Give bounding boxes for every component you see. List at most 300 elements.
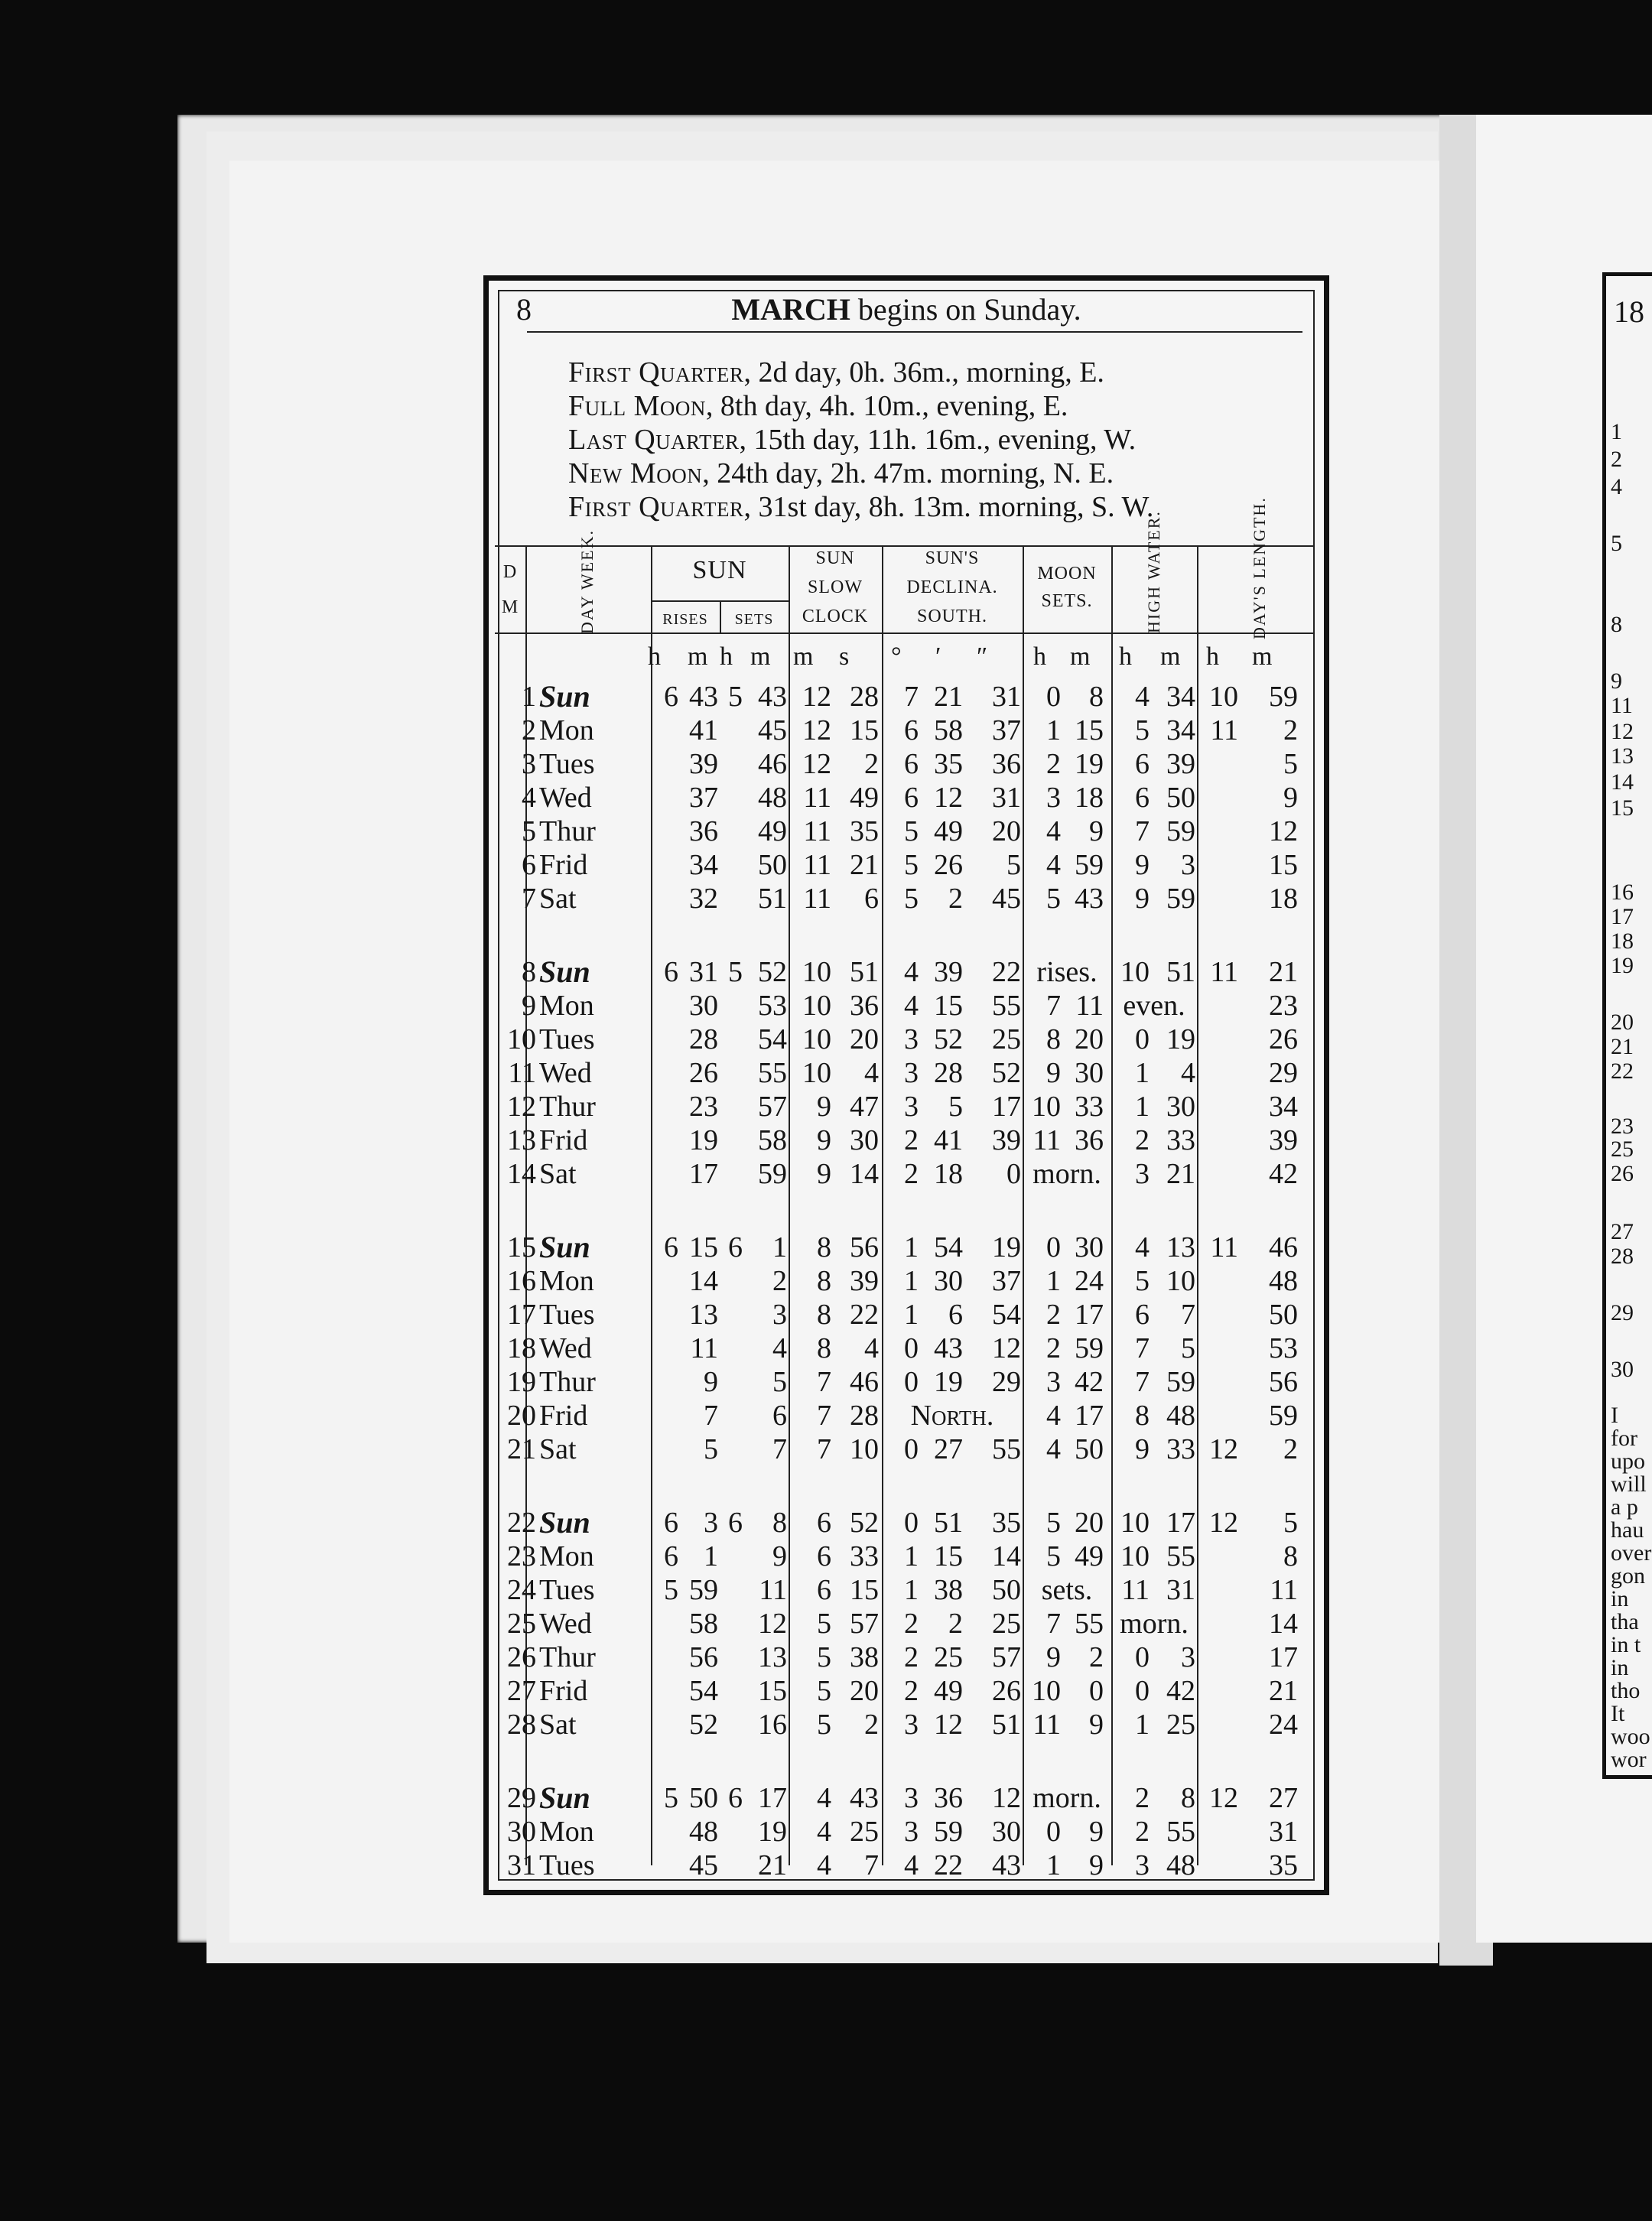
header-high-water: HIGH WATER. — [1144, 510, 1163, 633]
cell-lm: 56 — [1269, 1366, 1298, 1398]
day-of-week: Sun — [539, 1230, 590, 1264]
right-page-line-number: 14 — [1611, 769, 1634, 795]
cell-dm: 6 — [948, 1299, 963, 1331]
cell-lm: 23 — [1269, 990, 1298, 1022]
unit-label: ° — [891, 642, 902, 671]
right-page-line-number: 26 — [1611, 1161, 1634, 1186]
cell-rm: 19 — [689, 1124, 718, 1156]
cell-cs: 14 — [850, 1158, 879, 1190]
cell-lh: 11 — [1210, 1231, 1238, 1263]
cell-lm: 18 — [1269, 883, 1298, 915]
cell-mh: 3 — [1046, 1366, 1061, 1398]
moon-phases — [568, 356, 1153, 524]
cell-hh: 2 — [1135, 1782, 1150, 1814]
cell-hh: 1 — [1135, 1091, 1150, 1123]
cell-rm: 45 — [689, 1849, 718, 1881]
right-page-text-fragment: for — [1611, 1426, 1637, 1451]
table-header-rule — [495, 632, 1313, 634]
right-page-text-fragment: It — [1611, 1701, 1625, 1726]
cell-sm: 48 — [758, 782, 787, 814]
cell-ds: 55 — [992, 990, 1021, 1022]
cell-cs: 38 — [850, 1641, 879, 1673]
cell-lm: 35 — [1269, 1849, 1298, 1881]
cell-sm: 59 — [758, 1158, 787, 1190]
cell-sh: 6 — [728, 1231, 743, 1263]
day-of-week: Tues — [539, 1023, 595, 1055]
cell-hh: 7 — [1135, 815, 1150, 847]
cell-lm: 21 — [1269, 956, 1298, 988]
moon-note: morn. — [1032, 1158, 1101, 1190]
cell-rm: 9 — [704, 1366, 718, 1398]
cell-rm: 7 — [704, 1400, 718, 1432]
cell-hh: 1 — [1135, 1057, 1150, 1089]
cell-rm: 52 — [689, 1709, 718, 1741]
cell-hm: 17 — [1166, 1507, 1195, 1539]
day-of-month: 25 — [507, 1608, 536, 1640]
right-page-line-number: 4 — [1611, 474, 1622, 499]
day-of-week: Wed — [539, 782, 592, 814]
header-moon-1: MOON — [1037, 564, 1097, 584]
cell-dm: 19 — [934, 1366, 963, 1398]
cell-dd: 5 — [904, 815, 919, 847]
day-of-month: 3 — [522, 748, 536, 780]
day-of-week: Sat — [539, 1433, 577, 1465]
unit-label: m — [1160, 642, 1181, 671]
cell-lh: 12 — [1209, 1433, 1238, 1465]
cell-sm: 11 — [759, 1574, 787, 1606]
cell-cm: 10 — [802, 1057, 831, 1089]
cell-ds: 37 — [992, 714, 1021, 746]
right-page-text-fragment: upo — [1611, 1449, 1645, 1474]
cell-mm: 30 — [1075, 1231, 1104, 1263]
cell-hh: 7 — [1135, 1366, 1150, 1398]
cell-lm: 39 — [1269, 1124, 1298, 1156]
cell-mh: 8 — [1046, 1023, 1061, 1055]
cell-mm: 18 — [1075, 782, 1104, 814]
cell-lm: 48 — [1269, 1265, 1298, 1297]
cell-ds: 25 — [992, 1608, 1021, 1640]
cell-mm: 50 — [1075, 1433, 1104, 1465]
day-of-week: Tues — [539, 1574, 595, 1606]
cell-ds: 22 — [992, 956, 1021, 988]
cell-rm: 59 — [689, 1574, 718, 1606]
cell-ds: 35 — [992, 1507, 1021, 1539]
cell-cm: 9 — [817, 1158, 831, 1190]
cell-sm: 3 — [772, 1299, 787, 1331]
moon-note: morn. — [1032, 1782, 1101, 1814]
day-of-month: 24 — [507, 1574, 536, 1606]
cell-cm: 8 — [817, 1231, 831, 1263]
cell-hh: 10 — [1120, 1540, 1150, 1572]
phase-detail: , 15th day, 11h. 16m., evening, W. — [739, 424, 1137, 456]
cell-ds: 36 — [992, 748, 1021, 780]
cell-dm: 52 — [934, 1023, 963, 1055]
cell-sm: 2 — [772, 1265, 787, 1297]
cell-ds: 5 — [1006, 849, 1021, 881]
cell-hm: 34 — [1166, 714, 1195, 746]
cell-mm: 55 — [1075, 1608, 1104, 1640]
right-page-line-number: 5 — [1611, 531, 1622, 556]
cell-dd: 4 — [904, 1849, 919, 1881]
day-of-month: 1 — [522, 681, 536, 713]
cell-mh: 1 — [1046, 1849, 1061, 1881]
moon-note: rises. — [1036, 956, 1098, 988]
header-day-week: DAY WEEK. — [577, 529, 597, 634]
cell-rm: 36 — [689, 815, 718, 847]
cell-hm: 59 — [1166, 1366, 1195, 1398]
phase-detail: , 24th day, 2h. 47m. morning, N. E. — [702, 457, 1114, 489]
cell-dm: 49 — [934, 1675, 963, 1707]
cell-hm: 5 — [1181, 1332, 1195, 1364]
cell-hm: 4 — [1181, 1057, 1195, 1089]
cell-dm: 28 — [934, 1057, 963, 1089]
cell-sm: 6 — [772, 1400, 787, 1432]
cell-rm: 41 — [689, 714, 718, 746]
cell-ds: 31 — [992, 782, 1021, 814]
cell-rm: 54 — [689, 1675, 718, 1707]
day-of-month: 7 — [522, 883, 536, 915]
high-water-note: morn. — [1120, 1608, 1189, 1640]
unit-label: m — [688, 642, 708, 671]
cell-mh: 10 — [1032, 1675, 1061, 1707]
day-of-week: Mon — [539, 1816, 594, 1848]
cell-lm: 34 — [1269, 1091, 1298, 1123]
cell-lm: 31 — [1269, 1816, 1298, 1848]
cell-dm: 36 — [934, 1782, 963, 1814]
cell-dm: 2 — [948, 1608, 963, 1640]
cell-dm: 22 — [934, 1849, 963, 1881]
day-of-week: Tues — [539, 748, 595, 780]
cell-mh: 9 — [1046, 1641, 1061, 1673]
cell-rm: 39 — [689, 748, 718, 780]
cell-dd: 4 — [904, 956, 919, 988]
cell-sh: 6 — [728, 1507, 743, 1539]
cell-mm: 9 — [1089, 815, 1104, 847]
cell-hm: 33 — [1166, 1433, 1195, 1465]
unit-label: h — [1033, 642, 1046, 671]
cell-ds: 31 — [992, 681, 1021, 713]
page-number: 8 — [516, 292, 532, 327]
cell-hh: 10 — [1120, 1507, 1150, 1539]
right-page-text-fragment: woo — [1611, 1724, 1650, 1749]
cell-dd: 3 — [904, 1816, 919, 1848]
day-of-month: 23 — [507, 1540, 536, 1572]
moon-phase — [568, 457, 1153, 490]
day-of-week: Sat — [539, 883, 577, 915]
cell-sm: 21 — [758, 1849, 787, 1881]
cell-mm: 43 — [1075, 883, 1104, 915]
cell-cs: 46 — [850, 1366, 879, 1398]
cell-mm: 0 — [1089, 1675, 1104, 1707]
cell-dm: 59 — [934, 1816, 963, 1848]
cell-sm: 46 — [758, 748, 787, 780]
cell-hh: 4 — [1135, 1231, 1150, 1263]
header-sun: SUN — [692, 556, 747, 584]
cell-sm: 17 — [758, 1782, 787, 1814]
cell-rm: 23 — [689, 1091, 718, 1123]
cell-sm: 53 — [758, 990, 787, 1022]
unit-label: h — [648, 642, 661, 671]
cell-lm: 12 — [1269, 815, 1298, 847]
right-page-line-number: 25 — [1611, 1137, 1634, 1162]
day-of-month: 6 — [522, 849, 536, 881]
cell-dd: 5 — [904, 849, 919, 881]
cell-cm: 6 — [817, 1574, 831, 1606]
cell-mh: 0 — [1046, 1816, 1061, 1848]
cell-mm: 20 — [1075, 1507, 1104, 1539]
day-of-month: 28 — [507, 1709, 536, 1741]
cell-lm: 59 — [1269, 681, 1298, 713]
cell-hm: 33 — [1166, 1124, 1195, 1156]
cell-lm: 11 — [1270, 1574, 1298, 1606]
cell-cs: 10 — [850, 1433, 879, 1465]
moon-note: sets. — [1041, 1574, 1093, 1606]
day-of-month: 8 — [522, 956, 536, 988]
cell-cm: 12 — [802, 748, 831, 780]
cell-cs: 28 — [850, 1400, 879, 1432]
almanac-frame — [483, 275, 1329, 1895]
cell-dd: 3 — [904, 1057, 919, 1089]
cell-mm: 33 — [1075, 1091, 1104, 1123]
cell-sm: 19 — [758, 1816, 787, 1848]
right-page-line-number: 18 — [1611, 928, 1634, 954]
header-m: M — [501, 597, 519, 617]
unit-label: m — [750, 642, 771, 671]
cell-hh: 4 — [1135, 681, 1150, 713]
cell-mh: 1 — [1046, 714, 1061, 746]
cell-rm: 26 — [689, 1057, 718, 1089]
cell-lm: 46 — [1269, 1231, 1298, 1263]
cell-hh: 8 — [1135, 1400, 1150, 1432]
day-of-month: 9 — [522, 990, 536, 1022]
cell-cm: 5 — [817, 1709, 831, 1741]
cell-ds: 29 — [992, 1366, 1021, 1398]
cell-cm: 5 — [817, 1675, 831, 1707]
column-rule — [789, 545, 790, 1865]
cell-cs: 2 — [864, 1709, 879, 1741]
cell-sm: 4 — [772, 1332, 787, 1364]
day-of-week: Wed — [539, 1332, 592, 1364]
cell-hm: 31 — [1166, 1574, 1195, 1606]
cell-lh: 12 — [1209, 1507, 1238, 1539]
cell-mh: 2 — [1046, 1299, 1061, 1331]
cell-rm: 31 — [689, 956, 718, 988]
cell-mm: 49 — [1075, 1540, 1104, 1572]
cell-dd: 0 — [904, 1332, 919, 1364]
day-of-month: 26 — [507, 1641, 536, 1673]
cell-cs: 51 — [850, 956, 879, 988]
day-of-week: Mon — [539, 990, 594, 1022]
cell-rh: 6 — [664, 1540, 678, 1572]
cell-dd: 1 — [904, 1299, 919, 1331]
phase-detail: , 2d day, 0h. 36m., morning, E. — [743, 356, 1104, 389]
cell-mm: 36 — [1075, 1124, 1104, 1156]
cell-cs: 15 — [850, 1574, 879, 1606]
cell-hh: 9 — [1135, 883, 1150, 915]
cell-hm: 50 — [1166, 782, 1195, 814]
cell-lh: 10 — [1209, 681, 1238, 713]
cell-ds: 54 — [992, 1299, 1021, 1331]
cell-mm: 19 — [1075, 748, 1104, 780]
cell-hm: 19 — [1166, 1023, 1195, 1055]
cell-hm: 59 — [1166, 883, 1195, 915]
right-page-text-fragment: in — [1611, 1655, 1629, 1680]
cell-hh: 1 — [1135, 1709, 1150, 1741]
cell-ds: 51 — [992, 1709, 1021, 1741]
cell-lm: 2 — [1283, 1433, 1298, 1465]
cell-dd: 0 — [904, 1366, 919, 1398]
cell-cs: 6 — [864, 883, 879, 915]
cell-hh: 7 — [1135, 1332, 1150, 1364]
right-page-line-number: 9 — [1611, 668, 1622, 694]
cell-cs: 15 — [850, 714, 879, 746]
moon-phase — [568, 356, 1153, 389]
cell-rm: 5 — [704, 1433, 718, 1465]
cell-mh: 11 — [1032, 1709, 1061, 1741]
cell-cm: 7 — [817, 1433, 831, 1465]
cell-ds: 55 — [992, 1433, 1021, 1465]
cell-cs: 57 — [850, 1608, 879, 1640]
cell-cs: 33 — [850, 1540, 879, 1572]
cell-rm: 58 — [689, 1608, 718, 1640]
right-page-line-number: 15 — [1611, 795, 1634, 821]
right-page-line-number: 19 — [1611, 953, 1634, 978]
header-decl-1: SUN'S — [925, 548, 980, 568]
cell-dm: 30 — [934, 1265, 963, 1297]
cell-hh: 3 — [1135, 1158, 1150, 1190]
cell-mh: 2 — [1046, 1332, 1061, 1364]
cell-dd: 1 — [904, 1231, 919, 1263]
unit-label: s — [839, 642, 850, 671]
cell-cm: 4 — [817, 1782, 831, 1814]
cell-cm: 9 — [817, 1124, 831, 1156]
right-page-line-number: 27 — [1611, 1219, 1634, 1244]
right-page-text-fragment: in — [1611, 1586, 1629, 1611]
header-rises: RISES — [662, 611, 708, 628]
cell-ds: 39 — [992, 1124, 1021, 1156]
cell-dm: 39 — [934, 956, 963, 988]
cell-cs: 52 — [850, 1507, 879, 1539]
cell-cs: 4 — [864, 1332, 879, 1364]
right-page-line-number: 16 — [1611, 880, 1634, 905]
cell-hm: 39 — [1166, 748, 1195, 780]
cell-hm: 42 — [1166, 1675, 1195, 1707]
cell-lh: 12 — [1209, 1782, 1238, 1814]
cell-lh: 11 — [1210, 956, 1238, 988]
declination-note: North. — [910, 1400, 994, 1432]
cell-hh: 0 — [1135, 1675, 1150, 1707]
day-of-week: Wed — [539, 1057, 592, 1089]
right-page-line-number: 8 — [1611, 612, 1622, 637]
cell-cm: 9 — [817, 1091, 831, 1123]
cell-dd: 3 — [904, 1091, 919, 1123]
cell-mm: 9 — [1089, 1816, 1104, 1848]
unit-label: m — [1070, 642, 1091, 671]
cell-hm: 13 — [1166, 1231, 1195, 1263]
cell-dm: 51 — [934, 1507, 963, 1539]
cell-hh: 9 — [1135, 849, 1150, 881]
cell-cs: 43 — [850, 1782, 879, 1814]
cell-sm: 16 — [758, 1709, 787, 1741]
cell-cm: 12 — [802, 714, 831, 746]
day-of-week: Thur — [539, 1641, 596, 1673]
cell-rh: 6 — [664, 681, 678, 713]
cell-lm: 5 — [1283, 748, 1298, 780]
cell-rm: 37 — [689, 782, 718, 814]
cell-cs: 35 — [850, 815, 879, 847]
day-of-week: Tues — [539, 1849, 595, 1881]
cell-dd: 1 — [904, 1574, 919, 1606]
cell-ds: 26 — [992, 1675, 1021, 1707]
header-d: D — [502, 562, 518, 582]
cell-dm: 41 — [934, 1124, 963, 1156]
cell-dm: 54 — [934, 1231, 963, 1263]
cell-hh: 0 — [1135, 1641, 1150, 1673]
header-rule — [527, 331, 1302, 333]
day-of-month: 5 — [522, 815, 536, 847]
cell-lm: 14 — [1269, 1608, 1298, 1640]
cell-mh: 1 — [1046, 1265, 1061, 1297]
unit-label: h — [1206, 642, 1219, 671]
day-of-month: 22 — [507, 1507, 536, 1539]
right-page-line-number: 20 — [1611, 1010, 1634, 1035]
cell-sm: 9 — [772, 1540, 787, 1572]
cell-hm: 59 — [1166, 815, 1195, 847]
cell-ds: 37 — [992, 1265, 1021, 1297]
cell-hm: 8 — [1181, 1782, 1195, 1814]
right-page-line-number: 22 — [1611, 1058, 1634, 1084]
cell-ds: 50 — [992, 1574, 1021, 1606]
cell-sh: 5 — [728, 681, 743, 713]
cell-cm: 11 — [803, 883, 831, 915]
day-of-month: 20 — [507, 1400, 536, 1432]
day-of-week: Mon — [539, 1540, 594, 1572]
cell-dm: 21 — [934, 681, 963, 713]
cell-rm: 56 — [689, 1641, 718, 1673]
cell-dd: 1 — [904, 1265, 919, 1297]
cell-cm: 7 — [817, 1400, 831, 1432]
cell-dd: 6 — [904, 748, 919, 780]
cell-ds: 25 — [992, 1023, 1021, 1055]
cell-mh: 11 — [1032, 1124, 1061, 1156]
cell-mh: 5 — [1046, 1540, 1061, 1572]
cell-mh: 4 — [1046, 1400, 1061, 1432]
moon-phase — [568, 389, 1153, 423]
day-of-month: 30 — [507, 1816, 536, 1848]
cell-hh: 6 — [1135, 748, 1150, 780]
cell-cs: 49 — [850, 782, 879, 814]
right-page-text-fragment: tho — [1611, 1678, 1641, 1703]
phase-name: Full Moon — [568, 390, 706, 422]
cell-hm: 21 — [1166, 1158, 1195, 1190]
cell-mm: 15 — [1075, 714, 1104, 746]
right-page-text-fragment: a p — [1611, 1494, 1638, 1520]
day-of-week: Thur — [539, 1366, 596, 1398]
cell-sh: 5 — [728, 956, 743, 988]
cell-rh: 6 — [664, 1231, 678, 1263]
cell-mm: 8 — [1089, 681, 1104, 713]
unit-label: m — [1252, 642, 1273, 671]
right-page-text-fragment: hau — [1611, 1517, 1644, 1543]
right-page-number: 18 — [1614, 294, 1644, 329]
cell-dd: 1 — [904, 1540, 919, 1572]
day-of-week: Mon — [539, 714, 594, 746]
cell-dm: 27 — [934, 1433, 963, 1465]
right-page-line-number: 29 — [1611, 1300, 1634, 1325]
cell-cm: 12 — [802, 681, 831, 713]
cell-cs: 2 — [864, 748, 879, 780]
header-slow-1: SUN — [815, 548, 855, 568]
